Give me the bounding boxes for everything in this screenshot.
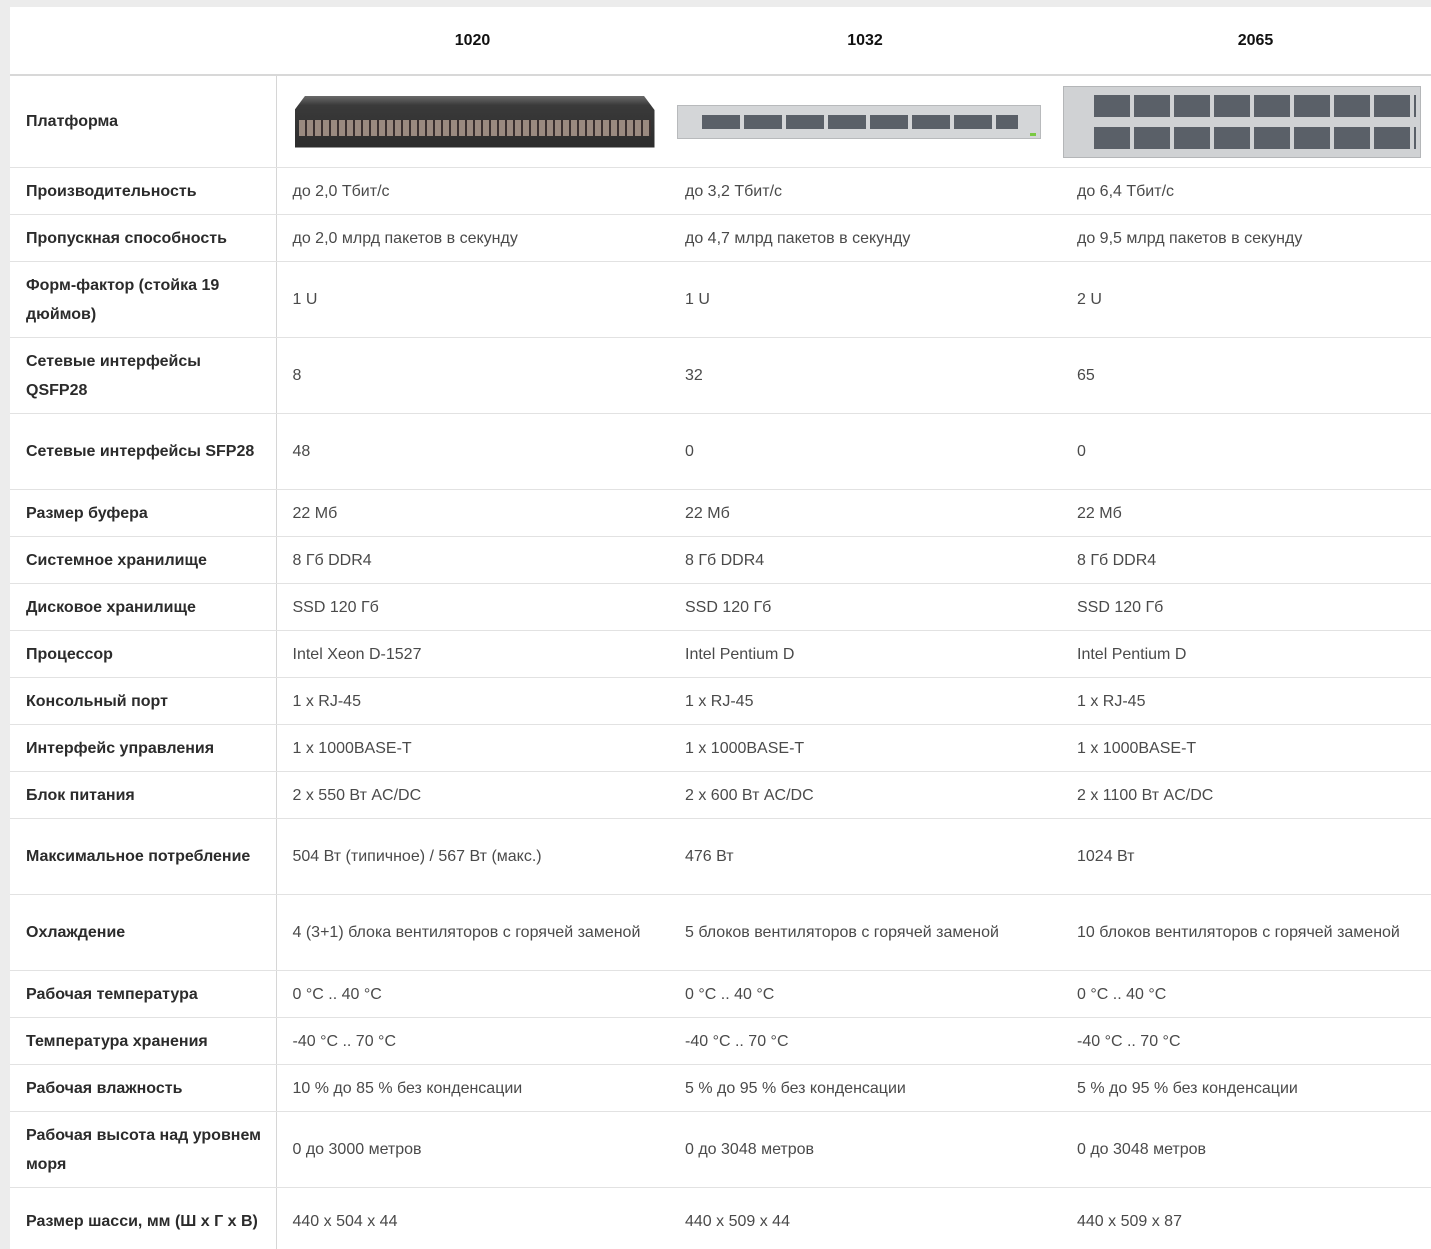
cell-1032: 476 Вт bbox=[669, 819, 1061, 895]
row-label: Процессор bbox=[10, 631, 276, 678]
table-row bbox=[10, 1018, 1431, 1065]
cell-2065: до 6,4 Тбит/с bbox=[1061, 168, 1431, 215]
cell-1020: -40 °C .. 70 °C bbox=[276, 1018, 669, 1065]
row-label: Размер шасси, мм (Ш x Г x В) bbox=[10, 1188, 276, 1249]
cell-1032: 2 x 600 Вт AC/DC bbox=[669, 772, 1061, 819]
cell-2065: Intel Pentium D bbox=[1061, 631, 1431, 678]
table-row bbox=[10, 537, 1431, 584]
row-label: Температура хранения bbox=[10, 1018, 276, 1065]
cell-1020: 0 °C .. 40 °C bbox=[276, 971, 669, 1018]
cell-1032: 0 °C .. 40 °C bbox=[669, 971, 1061, 1018]
cell-1032: 440 x 509 x 44 bbox=[669, 1188, 1061, 1249]
row-label: Рабочая высота над уровнем моря bbox=[10, 1112, 276, 1188]
table-row bbox=[10, 1112, 1431, 1188]
row-label: Охлаждение bbox=[10, 895, 276, 971]
cell-2065: 5 % до 95 % без конденсации bbox=[1061, 1065, 1431, 1112]
table-row bbox=[10, 215, 1431, 262]
cell-1020: 22 Мб bbox=[276, 490, 669, 537]
cell-1032: 0 до 3048 метров bbox=[669, 1112, 1061, 1188]
table-header-row bbox=[10, 7, 1431, 75]
cell-1020: 2 x 550 Вт AC/DC bbox=[276, 772, 669, 819]
cell-1020: 8 bbox=[276, 338, 669, 414]
row-label: Форм-фактор (стойка 19 дюймов) bbox=[10, 262, 276, 338]
row-label: Платформа bbox=[10, 75, 276, 168]
switch-1020-image bbox=[295, 96, 655, 148]
cell-2065: 0 °C .. 40 °C bbox=[1061, 971, 1431, 1018]
cell-1032: до 4,7 млрд пакетов в секунду bbox=[669, 215, 1061, 262]
table-row bbox=[10, 819, 1431, 895]
cell-2065: до 9,5 млрд пакетов в секунду bbox=[1061, 215, 1431, 262]
row-label: Размер буфера bbox=[10, 490, 276, 537]
cell-1020: SSD 120 Гб bbox=[276, 584, 669, 631]
cell-1032: 22 Мб bbox=[669, 490, 1061, 537]
cell-1020: 10 % до 85 % без конденсации bbox=[276, 1065, 669, 1112]
table-row bbox=[10, 338, 1431, 414]
model-header-1020: 1020 bbox=[276, 7, 669, 75]
row-label: Интерфейс управления bbox=[10, 725, 276, 772]
cell-1032: -40 °C .. 70 °C bbox=[669, 1018, 1061, 1065]
row-label: Пропускная способность bbox=[10, 215, 276, 262]
table-row bbox=[10, 1188, 1431, 1249]
header-corner-cell bbox=[10, 7, 276, 75]
table-row bbox=[10, 168, 1431, 215]
switch-1032-image bbox=[677, 105, 1041, 139]
row-label: Дисковое хранилище bbox=[10, 584, 276, 631]
cell-2065: 0 bbox=[1061, 414, 1431, 490]
cell-1032: 0 bbox=[669, 414, 1061, 490]
platform-cell bbox=[669, 75, 1061, 168]
cell-1020: 8 Гб DDR4 bbox=[276, 537, 669, 584]
cell-1032: Intel Pentium D bbox=[669, 631, 1061, 678]
spec-comparison-panel bbox=[10, 7, 1431, 1249]
cell-2065: 1 x RJ-45 bbox=[1061, 678, 1431, 725]
cell-2065: 1024 Вт bbox=[1061, 819, 1431, 895]
cell-2065: 10 блоков вентиляторов с горячей заменой bbox=[1061, 895, 1431, 971]
table-row bbox=[10, 725, 1431, 772]
row-label: Рабочая температура bbox=[10, 971, 276, 1018]
cell-2065: 440 x 509 x 87 bbox=[1061, 1188, 1431, 1249]
cell-2065: SSD 120 Гб bbox=[1061, 584, 1431, 631]
cell-2065: 0 до 3048 метров bbox=[1061, 1112, 1431, 1188]
table-row bbox=[10, 631, 1431, 678]
cell-2065: 1 x 1000BASE-T bbox=[1061, 725, 1431, 772]
cell-1020: 440 x 504 x 44 bbox=[276, 1188, 669, 1249]
cell-2065: 2 x 1100 Вт AC/DC bbox=[1061, 772, 1431, 819]
cell-1032: 32 bbox=[669, 338, 1061, 414]
table-row bbox=[10, 262, 1431, 338]
cell-1032: 8 Гб DDR4 bbox=[669, 537, 1061, 584]
row-label: Производительность bbox=[10, 168, 276, 215]
cell-2065: 22 Мб bbox=[1061, 490, 1431, 537]
row-label: Блок питания bbox=[10, 772, 276, 819]
cell-2065: 8 Гб DDR4 bbox=[1061, 537, 1431, 584]
cell-1032: 1 x RJ-45 bbox=[669, 678, 1061, 725]
row-label: Системное хранилище bbox=[10, 537, 276, 584]
table-row bbox=[10, 490, 1431, 537]
model-header-1032: 1032 bbox=[669, 7, 1061, 75]
table-row-platform bbox=[10, 75, 1431, 168]
cell-1032: 5 % до 95 % без конденсации bbox=[669, 1065, 1061, 1112]
cell-1020: 4 (3+1) блока вентиляторов с горячей заменой bbox=[276, 895, 669, 971]
table-row bbox=[10, 414, 1431, 490]
cell-2065: -40 °C .. 70 °C bbox=[1061, 1018, 1431, 1065]
cell-1020: 1 U bbox=[276, 262, 669, 338]
table-row bbox=[10, 772, 1431, 819]
cell-1020: Intel Xeon D-1527 bbox=[276, 631, 669, 678]
table-row bbox=[10, 678, 1431, 725]
switch-2065-image bbox=[1063, 86, 1421, 158]
cell-1020: до 2,0 Тбит/с bbox=[276, 168, 669, 215]
row-label: Сетевые интерфейсы QSFP28 bbox=[10, 338, 276, 414]
model-header-2065: 2065 bbox=[1061, 7, 1431, 75]
cell-1032: 1 U bbox=[669, 262, 1061, 338]
table-row bbox=[10, 1065, 1431, 1112]
row-label: Сетевые интерфейсы SFP28 bbox=[10, 414, 276, 490]
cell-1020: 0 до 3000 метров bbox=[276, 1112, 669, 1188]
cell-1032: SSD 120 Гб bbox=[669, 584, 1061, 631]
cell-2065: 65 bbox=[1061, 338, 1431, 414]
spec-table bbox=[10, 7, 1431, 1249]
cell-2065: 2 U bbox=[1061, 262, 1431, 338]
cell-1020: 1 x RJ-45 bbox=[276, 678, 669, 725]
table-row bbox=[10, 971, 1431, 1018]
cell-1020: 1 x 1000BASE-T bbox=[276, 725, 669, 772]
cell-1032: 5 блоков вентиляторов с горячей заменой bbox=[669, 895, 1061, 971]
cell-1020: 504 Вт (типичное) / 567 Вт (макс.) bbox=[276, 819, 669, 895]
row-label: Консольный порт bbox=[10, 678, 276, 725]
cell-1020: 48 bbox=[276, 414, 669, 490]
cell-1032: 1 x 1000BASE-T bbox=[669, 725, 1061, 772]
cell-1020: до 2,0 млрд пакетов в секунду bbox=[276, 215, 669, 262]
platform-cell bbox=[1061, 75, 1431, 168]
table-row bbox=[10, 584, 1431, 631]
row-label: Максимальное потребление bbox=[10, 819, 276, 895]
row-label: Рабочая влажность bbox=[10, 1065, 276, 1112]
cell-1032: до 3,2 Тбит/с bbox=[669, 168, 1061, 215]
table-row bbox=[10, 895, 1431, 971]
platform-cell bbox=[276, 75, 669, 168]
